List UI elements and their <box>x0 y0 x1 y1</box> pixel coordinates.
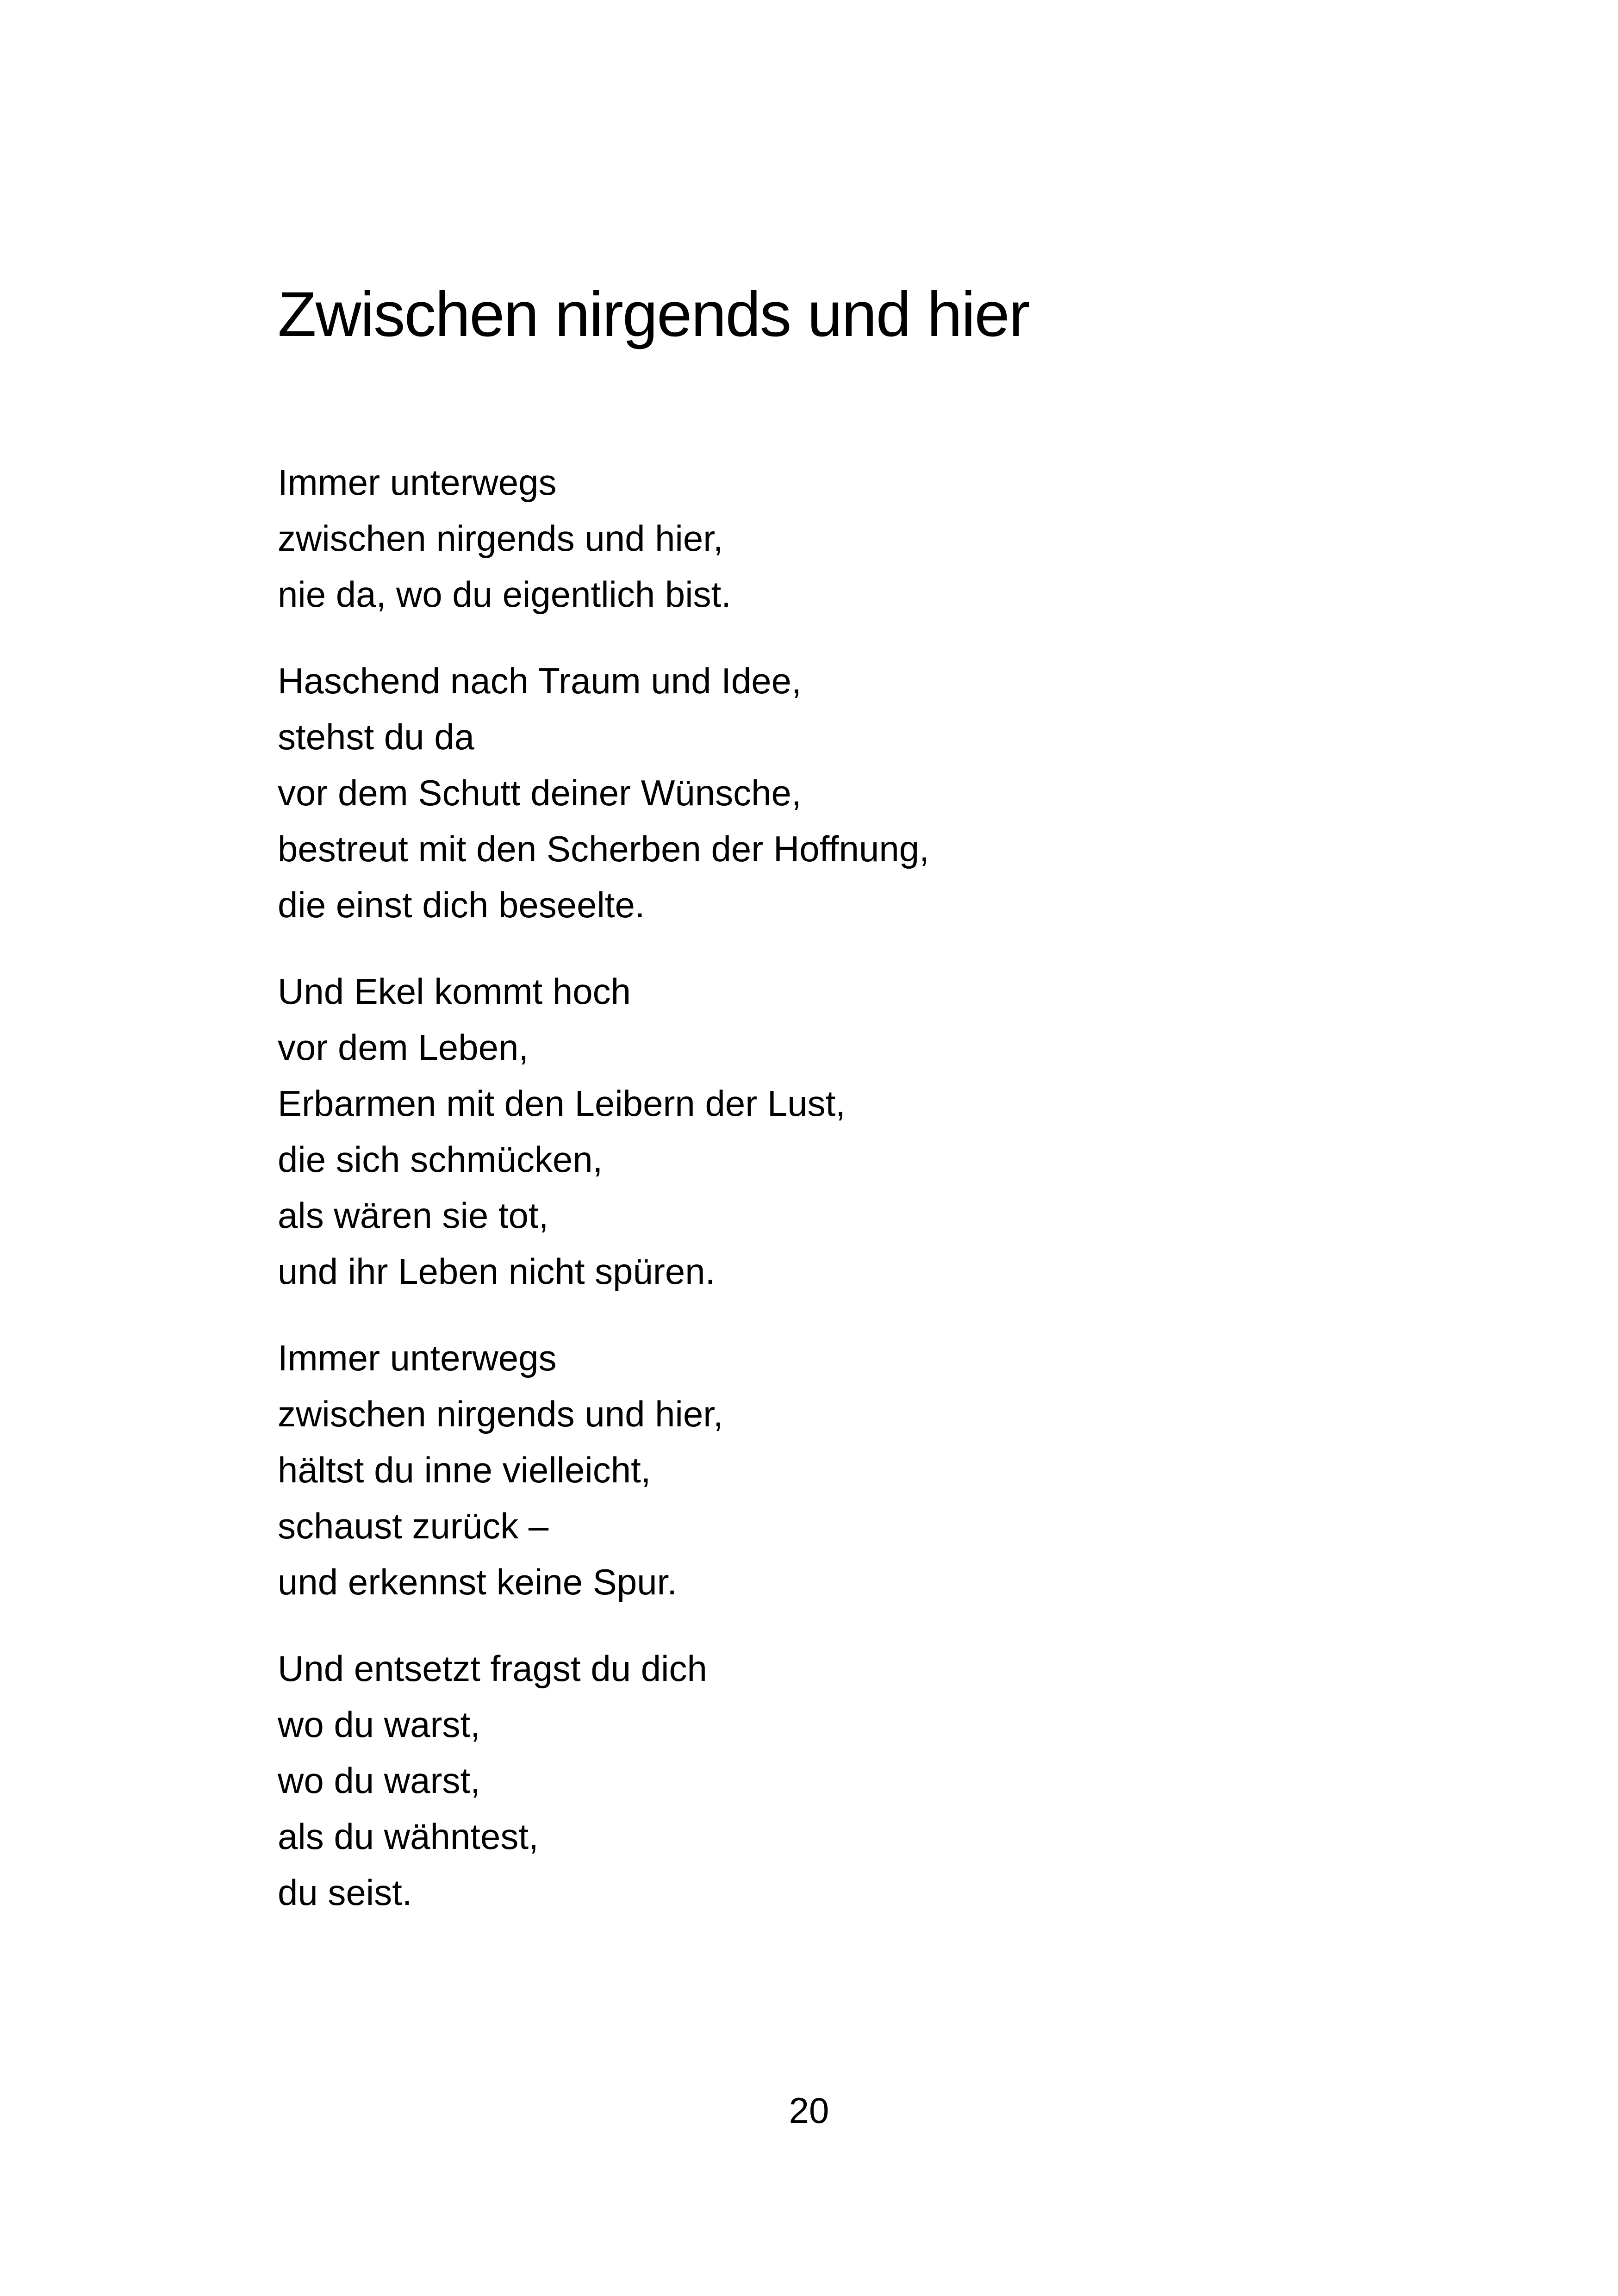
poem-line: und erkennst keine Spur. <box>278 1562 677 1602</box>
stanza-2 <box>278 653 1435 933</box>
stanza-4 <box>278 1330 1435 1610</box>
poem-line: wo du warst, <box>278 1704 480 1745</box>
poem-line: bestreut mit den Scherben der Hoffnung, <box>278 828 929 869</box>
poem-line: wo du warst, <box>278 1760 480 1801</box>
poem-line: als du wähntest, <box>278 1816 539 1857</box>
poem-line: und ihr Leben nicht spüren. <box>278 1251 716 1292</box>
poem-line: Haschend nach Traum und Idee, <box>278 660 802 701</box>
stanza-1 <box>278 454 1435 622</box>
poem-line: als wären sie tot, <box>278 1195 549 1236</box>
stanza-3 <box>278 964 1435 1300</box>
poem-line: zwischen nirgends und hier, <box>278 518 723 559</box>
poem-line: du seist. <box>278 1872 412 1913</box>
poem-line: stehst du da <box>278 716 474 757</box>
page-number: 20 <box>789 2090 829 2131</box>
poem-line: die sich schmücken, <box>278 1139 603 1180</box>
poem-line: Und Ekel kommt hoch <box>278 971 631 1012</box>
poem-title: Zwischen nirgends und hier <box>278 279 1029 350</box>
poem-line: hältst du inne vielleicht, <box>278 1450 651 1490</box>
stanza-5 <box>278 1641 1435 1921</box>
poem-line: vor dem Leben, <box>278 1027 529 1068</box>
poem-body <box>278 454 1435 1951</box>
poem-line: die einst dich beseelte. <box>278 884 645 925</box>
poem-line: Immer unterwegs <box>278 1338 557 1378</box>
poem-line: Erbarmen mit den Leibern der Lust, <box>278 1083 846 1124</box>
poem-line: vor dem Schutt deiner Wünsche, <box>278 772 802 813</box>
poem-line: zwischen nirgends und hier, <box>278 1394 723 1434</box>
poem-line: nie da, wo du eigentlich bist. <box>278 574 731 615</box>
poem-line: Immer unterwegs <box>278 462 557 503</box>
poem-line: schaust zurück – <box>278 1506 549 1546</box>
poem-line: Und entsetzt fragst du dich <box>278 1648 707 1689</box>
